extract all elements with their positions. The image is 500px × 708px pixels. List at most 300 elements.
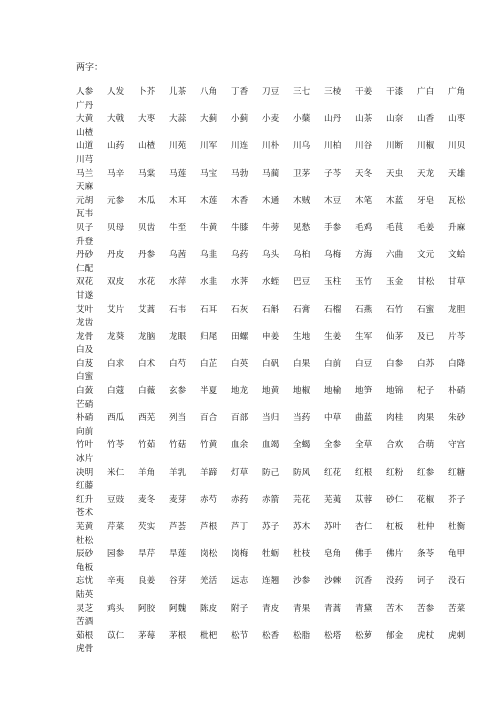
- herb-name: 砂仁: [386, 494, 404, 505]
- herb-name: 山奈: [386, 114, 404, 125]
- herb-name: 杠板: [386, 522, 404, 532]
- herb-name: 白芍: [169, 358, 187, 369]
- herb-name: 白蔻: [107, 386, 125, 397]
- herb-name: 没石: [448, 576, 466, 587]
- herb-name: 赤芍: [200, 494, 218, 505]
- herb-name: 石膏: [293, 304, 311, 315]
- herb-name: 大蒜: [169, 114, 187, 125]
- herb-name: 木笔: [355, 195, 373, 206]
- herb-name: 枇杷: [200, 630, 218, 641]
- herb-name: 片芩: [448, 331, 466, 342]
- herb-row: [76, 331, 490, 358]
- herb-name: 白果: [293, 358, 311, 369]
- herb-name: 列当: [169, 413, 187, 424]
- herb-name-list: [76, 86, 490, 657]
- herb-name: 虎骨: [76, 644, 94, 655]
- herb-name: 虎杖: [417, 630, 435, 641]
- herb-name: 山丹: [324, 114, 342, 125]
- herb-name: 龟板: [76, 562, 94, 573]
- herb-name: 竹茹: [138, 440, 156, 451]
- herb-name: 白参: [386, 358, 404, 369]
- herb-name: 杜枝: [293, 549, 311, 560]
- herb-name: 子芩: [324, 168, 342, 179]
- herb-name: 干姜: [355, 87, 373, 97]
- herb-name: 天麻: [76, 182, 94, 193]
- herb-name: 毛鸡: [355, 222, 373, 233]
- herb-name: 茹根: [76, 630, 94, 641]
- herb-name: 苁蓉: [355, 494, 373, 505]
- herb-name: 乌韭: [200, 250, 218, 261]
- herb-name: 木通: [262, 195, 280, 206]
- herb-name: 白薇: [138, 386, 156, 397]
- herb-name: 川断: [386, 141, 404, 152]
- herb-name: 木贼: [293, 195, 311, 206]
- herb-name: 木耳: [169, 195, 187, 206]
- herb-name: 石竹: [386, 304, 404, 315]
- herb-name: 园参: [107, 549, 125, 560]
- herb-name: 杜仲: [417, 522, 435, 532]
- herb-name: 水荠: [231, 277, 249, 288]
- herb-name: 松萝: [355, 630, 373, 641]
- herb-name: 小蓟: [231, 114, 249, 125]
- herb-name: 地笋: [355, 386, 373, 397]
- herb-name: 广角: [448, 87, 466, 97]
- herb-name: 芜荑: [324, 494, 342, 505]
- herb-name: 红糖: [448, 467, 466, 478]
- herb-name: 羊乳: [169, 467, 187, 478]
- herb-name: 川连: [231, 141, 249, 152]
- herb-row: [76, 249, 490, 276]
- herb-name: 龙骨: [76, 331, 94, 342]
- herb-name: 全参: [324, 440, 342, 451]
- herb-name: 贝母: [107, 222, 125, 233]
- herb-name: 山药: [107, 141, 125, 152]
- herb-name: 松脂: [293, 630, 311, 641]
- herb-name: 忘忧: [76, 576, 94, 587]
- herb-name: 西瓜: [107, 413, 125, 424]
- herb-name: 竹黄: [200, 440, 218, 451]
- herb-name: 旱芹: [138, 549, 156, 560]
- herb-name: 芥子: [448, 494, 466, 505]
- herb-name: 木瓜: [138, 195, 156, 206]
- herb-name: 灵芝: [76, 603, 94, 614]
- herb-name: 水韭: [200, 277, 218, 288]
- herb-name: 辰砂: [76, 549, 94, 560]
- herb-name: 艾叶: [76, 304, 94, 315]
- herb-name: 麦冬: [138, 494, 156, 505]
- herb-name: 谷芽: [169, 576, 187, 587]
- herb-name: 石蜜: [417, 304, 435, 315]
- herb-name: 龙眼: [169, 331, 187, 342]
- herb-name: 阿胶: [138, 603, 156, 614]
- herb-name: 川苑: [169, 141, 187, 152]
- herb-name: 马勃: [231, 168, 249, 179]
- herb-name: 附子: [231, 603, 249, 614]
- herb-name: 川贝: [448, 141, 466, 152]
- herb-name: 羊蹄: [200, 467, 218, 478]
- herb-name: 石燕: [355, 304, 373, 315]
- herb-name: 全草: [355, 440, 373, 451]
- herb-name: 鸡头: [107, 603, 125, 614]
- herb-name: 白及: [76, 345, 94, 356]
- herb-name: 天冬: [355, 168, 373, 179]
- herb-name: 玄参: [169, 386, 187, 397]
- herb-name: 旱莲: [169, 549, 187, 560]
- herb-row: [76, 304, 490, 331]
- herb-name: 红粉: [386, 467, 404, 478]
- herb-name: 牛至: [169, 222, 187, 233]
- herb-name: 松香: [262, 630, 280, 641]
- herb-name: 陆英: [76, 589, 94, 600]
- herb-name: 守宫: [448, 440, 466, 451]
- herb-row: [76, 113, 490, 140]
- herb-name: 马蔺: [262, 168, 280, 179]
- herb-name: 松塔: [324, 630, 342, 641]
- herb-name: 赤药: [231, 494, 249, 505]
- herb-name: 水蛭: [262, 277, 280, 288]
- herb-name: 天虫: [386, 168, 404, 179]
- herb-name: 生姜: [324, 331, 342, 342]
- herb-name: 豆豉: [107, 494, 125, 505]
- herb-name: 龙齿: [76, 318, 94, 329]
- herb-name: 半夏: [200, 386, 218, 397]
- herb-row: [76, 385, 490, 412]
- herb-name: 大黄: [76, 114, 94, 125]
- herb-name: 佛手: [355, 549, 373, 560]
- herb-name: 地椒: [293, 386, 311, 397]
- herb-name: 全蝎: [293, 440, 311, 451]
- herb-name: 木豆: [324, 195, 342, 206]
- herb-name: 朴硝: [76, 413, 94, 424]
- herb-name: 防风: [293, 467, 311, 478]
- herb-name: 龙葵: [107, 331, 125, 342]
- herb-name: 青黛: [355, 603, 373, 614]
- herb-name: 瓦松: [448, 195, 466, 206]
- herb-name: 木香: [231, 195, 249, 206]
- herb-name: 麦芽: [169, 494, 187, 505]
- herb-name: 白矾: [262, 358, 280, 369]
- herb-name: 合萌: [417, 440, 435, 451]
- herb-name: 花椒: [417, 494, 435, 505]
- herb-name: 杞子: [417, 386, 435, 397]
- herb-name: 巴豆: [293, 277, 311, 288]
- herb-name: 芡实: [138, 522, 156, 532]
- herb-name: 丹参: [138, 250, 156, 261]
- herb-row: [76, 548, 490, 575]
- herb-name: 甘草: [448, 277, 466, 288]
- herb-name: 大蓟: [200, 114, 218, 125]
- herb-name: 米仁: [107, 467, 125, 478]
- herb-name: 白豆: [355, 358, 373, 369]
- herb-name: 小麦: [262, 114, 280, 125]
- herb-name: 马莲: [169, 168, 187, 179]
- herb-row: [76, 439, 490, 466]
- herb-name: 条苓: [417, 549, 435, 560]
- herb-name: 郁金: [386, 630, 404, 641]
- herb-name: 小蘖: [293, 114, 311, 125]
- herb-name: 山道: [76, 141, 94, 152]
- herb-name: 卜芥: [138, 87, 156, 97]
- herb-name: 白英: [231, 358, 249, 369]
- herb-name: 赤箭: [262, 494, 280, 505]
- herb-name: 苏木: [293, 522, 311, 532]
- herb-name: 川军: [200, 141, 218, 152]
- herb-name: 天龙: [417, 168, 435, 179]
- herb-name: 地黄: [262, 386, 280, 397]
- herb-name: 青蒿: [324, 603, 342, 614]
- herb-name: 血竭: [262, 440, 280, 451]
- herb-name: 龟甲: [448, 549, 466, 560]
- herb-name: 皂角: [324, 549, 342, 560]
- herb-row: [76, 276, 490, 303]
- herb-name: 红根: [355, 467, 373, 478]
- herb-name: 肉果: [417, 413, 435, 424]
- herb-row: [76, 575, 490, 602]
- herb-name: 毛茛: [386, 222, 404, 233]
- herb-name: 血余: [231, 440, 249, 451]
- herb-name: 防己: [262, 467, 280, 478]
- herb-name: 石灰: [231, 304, 249, 315]
- herb-name: 玉金: [386, 277, 404, 288]
- herb-name: 水花: [138, 277, 156, 288]
- herb-name: 丹皮: [107, 250, 125, 261]
- herb-name: 甘遂: [76, 290, 94, 301]
- herb-name: 玉竹: [355, 277, 373, 288]
- herb-name: 远志: [231, 576, 249, 587]
- herb-name: 三棱: [324, 87, 342, 97]
- herb-name: 羌活: [200, 576, 218, 587]
- herb-name: 青果: [293, 603, 311, 614]
- herb-name: 田螺: [231, 331, 249, 342]
- herb-name: 没药: [386, 576, 404, 587]
- herb-name: 苦菜: [448, 603, 466, 614]
- herb-name: 山楂: [76, 127, 94, 138]
- herb-name: 红参: [417, 467, 435, 478]
- herb-name: 丁香: [231, 87, 249, 97]
- herb-row: [76, 521, 490, 548]
- herb-row: [76, 195, 490, 222]
- herb-name: 仁配: [76, 263, 94, 274]
- herb-name: 当药: [293, 413, 311, 424]
- herb-name: 双皮: [107, 277, 125, 288]
- herb-name: 白芨: [76, 358, 94, 369]
- herb-name: 白蔹: [76, 386, 94, 397]
- herb-name: 川谷: [355, 141, 373, 152]
- herb-name: 苦参: [417, 603, 435, 614]
- herb-name: 沙参: [293, 576, 311, 587]
- herb-name: 仙茅: [386, 331, 404, 342]
- herb-name: 贝齿: [138, 222, 156, 233]
- herb-name: 乌桕: [293, 250, 311, 261]
- herb-name: 芦根: [200, 522, 218, 532]
- herb-name: 当归: [262, 413, 280, 424]
- herb-name: 丹砂: [76, 250, 94, 261]
- herb-name: 白苏: [417, 358, 435, 369]
- herb-name: 山茶: [355, 114, 373, 125]
- herb-name: 乌药: [231, 250, 249, 261]
- herb-name: 见愁: [293, 222, 311, 233]
- herb-name: 及已: [417, 331, 435, 342]
- herb-name: 干漆: [386, 87, 404, 97]
- herb-name: 芹菜: [107, 522, 125, 532]
- herb-name: 朱砂: [448, 413, 466, 424]
- herb-name: 合欢: [386, 440, 404, 451]
- herb-name: 百合: [200, 413, 218, 424]
- herb-name: 归尾: [200, 331, 218, 342]
- herb-name: 竹叶: [76, 440, 94, 451]
- herb-name: 白芷: [200, 358, 218, 369]
- herb-name: 苡仁: [107, 630, 125, 641]
- herb-name: 白蜜: [76, 372, 94, 383]
- herb-name: 生军: [355, 331, 373, 342]
- herb-name: 曲蓝: [355, 413, 373, 424]
- herb-name: 山枣: [448, 114, 466, 125]
- herb-name: 地榆: [324, 386, 342, 397]
- herb-name: 刀豆: [262, 87, 280, 97]
- herb-name: 虎刺: [448, 630, 466, 641]
- herb-name: 玉柱: [324, 277, 342, 288]
- herb-row: [76, 494, 490, 521]
- herb-name: 艾片: [107, 304, 125, 315]
- herb-name: 方海: [355, 250, 373, 261]
- herb-name: 文元: [417, 250, 435, 261]
- herb-name: 诃子: [417, 576, 435, 587]
- herb-name: 龙脑: [138, 331, 156, 342]
- herb-name: 向前: [76, 426, 94, 437]
- herb-name: 双花: [76, 277, 94, 288]
- herb-name: 芦丁: [231, 522, 249, 532]
- herb-name: 马兰: [76, 168, 94, 179]
- herb-name: 元参: [107, 195, 125, 206]
- herb-name: 陈皮: [200, 603, 218, 614]
- herb-name: 山香: [417, 114, 435, 125]
- herb-name: 牛黄: [200, 222, 218, 233]
- herb-name: 苦酒: [76, 617, 94, 628]
- herb-name: 地龙: [231, 386, 249, 397]
- herb-row: [76, 630, 490, 657]
- herb-name: 竹菇: [169, 440, 187, 451]
- herb-name: 白求: [107, 358, 125, 369]
- herb-name: 杜松: [76, 535, 94, 546]
- herb-name: 毛姜: [417, 222, 435, 233]
- herb-name: 芦荟: [169, 522, 187, 532]
- herb-name: 手参: [324, 222, 342, 233]
- herb-name: 六曲: [386, 250, 404, 261]
- herb-name: 木莲: [200, 195, 218, 206]
- herb-name: 芒硝: [76, 399, 94, 410]
- herb-name: 元胡: [76, 195, 94, 206]
- herb-row: [76, 603, 490, 630]
- herb-name: 杏仁: [355, 522, 373, 532]
- herb-name: 川柏: [324, 141, 342, 152]
- herb-name: 地锦: [386, 386, 404, 397]
- herb-name: 马棠: [138, 168, 156, 179]
- herb-name: 乌头: [262, 250, 280, 261]
- herb-name: 朴硝: [448, 386, 466, 397]
- herb-name: 苏子: [262, 522, 280, 532]
- herb-name: 牙皂: [417, 195, 435, 206]
- herb-name: 肉桂: [386, 413, 404, 424]
- herb-name: 茅莓: [138, 630, 156, 641]
- herb-name: 良姜: [138, 576, 156, 587]
- herb-name: 大枣: [138, 114, 156, 125]
- herb-name: 龙胆: [448, 304, 466, 315]
- herb-name: 人参: [76, 87, 94, 97]
- herb-row: [76, 140, 490, 167]
- herb-name: 升麻: [448, 222, 466, 233]
- herb-row: [76, 86, 490, 113]
- herb-name: 苦木: [386, 603, 404, 614]
- herb-name: 芫花: [293, 494, 311, 505]
- herb-name: 岗梅: [231, 549, 249, 560]
- herb-name: 辛夷: [107, 576, 125, 587]
- herb-name: 升登: [76, 236, 94, 247]
- herb-name: 白降: [448, 358, 466, 369]
- herb-name: 天雄: [448, 168, 466, 179]
- herb-name: 岗松: [200, 549, 218, 560]
- herb-name: 人发: [107, 87, 125, 97]
- herb-name: 石耳: [200, 304, 218, 315]
- herb-name: 申姜: [262, 331, 280, 342]
- herb-name: 川椒: [417, 141, 435, 152]
- herb-name: 苏叶: [324, 522, 342, 532]
- herb-name: 瓦韦: [76, 209, 94, 220]
- herb-name: 石斛: [262, 304, 280, 315]
- herb-name: 山楂: [138, 141, 156, 152]
- herb-name: 青皮: [262, 603, 280, 614]
- herb-name: 乌梅: [324, 250, 342, 261]
- herb-name: 大戟: [107, 114, 125, 125]
- herb-name: 沉香: [355, 576, 373, 587]
- herb-name: 贝子: [76, 222, 94, 233]
- herb-name: 广白: [417, 87, 435, 97]
- herb-row: [76, 168, 490, 195]
- herb-row: [76, 222, 490, 249]
- herb-name: 牛蒡: [262, 222, 280, 233]
- herb-name: 川芎: [76, 154, 94, 165]
- herb-name: 牡蛎: [262, 549, 280, 560]
- herb-name: 艾蒿: [138, 304, 156, 315]
- herb-name: 木蓝: [386, 195, 404, 206]
- herb-name: 马宝: [200, 168, 218, 179]
- herb-name: 连翘: [262, 576, 280, 587]
- herb-name: 红升: [76, 494, 94, 505]
- herb-name: 文蛤: [448, 250, 466, 261]
- herb-name: 芜黄: [76, 522, 94, 532]
- herb-name: 百部: [231, 413, 249, 424]
- herb-name: 松节: [231, 630, 249, 641]
- herb-name: 卫茅: [293, 168, 311, 179]
- herb-name: 茅根: [169, 630, 187, 641]
- herb-name: 生地: [293, 331, 311, 342]
- herb-row: [76, 412, 490, 439]
- herb-name: 白前: [324, 358, 342, 369]
- herb-name: 白术: [138, 358, 156, 369]
- herb-name: 川朴: [262, 141, 280, 152]
- herb-name: 决明: [76, 467, 94, 478]
- herb-name: 阿魏: [169, 603, 187, 614]
- herb-name: 羊角: [138, 467, 156, 478]
- herb-name: 石韦: [169, 304, 187, 315]
- herb-name: 沙棘: [324, 576, 342, 587]
- herb-name: 石榴: [324, 304, 342, 315]
- herb-name: 灯草: [231, 467, 249, 478]
- herb-name: 冰片: [76, 454, 94, 465]
- herb-name: 苍术: [76, 508, 94, 519]
- herb-name: 中草: [324, 413, 342, 424]
- herb-name: 八角: [200, 87, 218, 97]
- herb-name: 竹苓: [107, 440, 125, 451]
